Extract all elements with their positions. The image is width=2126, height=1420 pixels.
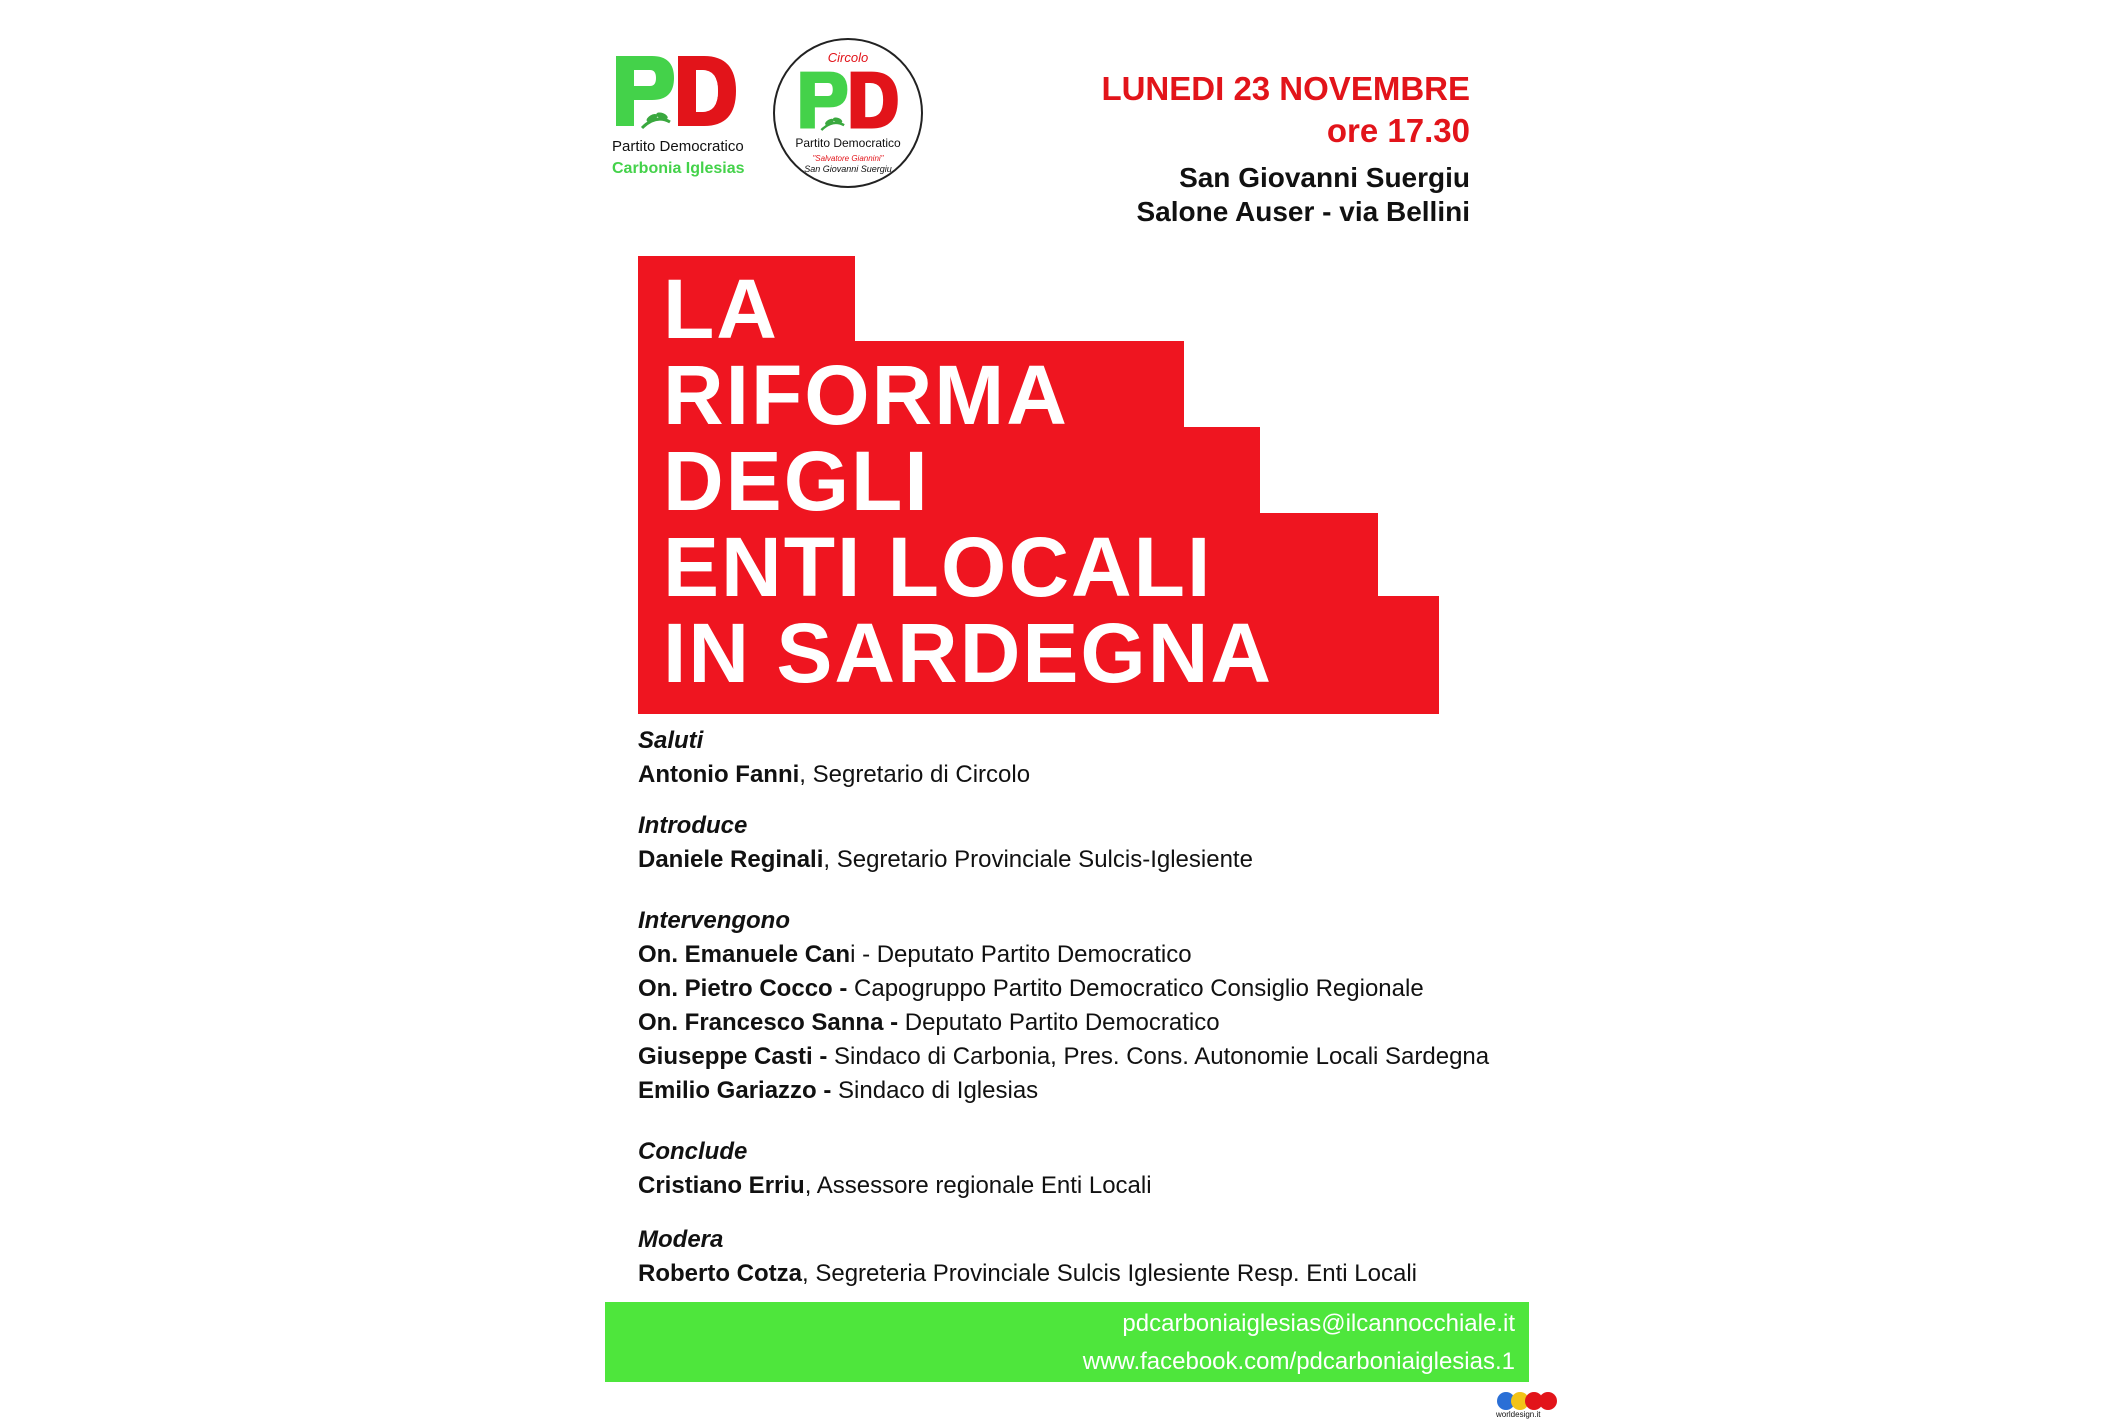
intervengono-heading: Intervengono [638, 907, 791, 934]
title-line: DEGLI [663, 434, 930, 528]
pd-logo-icon [797, 68, 901, 132]
modera-heading: Modera [638, 1226, 724, 1253]
circolo-label: Circolo [827, 50, 869, 65]
event-title [663, 262, 1274, 700]
logo2-party-name: Partito Democratico [795, 136, 901, 150]
event-time: ore 17.30 [1326, 112, 1470, 149]
conclude-speaker: Cristiano Erriu, Assessore regionale Enti Locali [638, 1172, 1152, 1199]
credit-text: worldesign.it [1496, 1410, 1541, 1419]
circolo-san-giovanni-logo [773, 38, 923, 188]
saluti-heading: Saluti [638, 727, 704, 754]
logo-party-name: Partito Democratico [612, 138, 744, 155]
speaker-row: On. Francesco Sanna - Deputato Partito Democratico [638, 1009, 1220, 1036]
conclude-heading: Conclude [638, 1138, 748, 1165]
facebook-link: www.facebook.com/pdcarboniaiglesias.1 [1082, 1348, 1515, 1375]
title-line: IN SARDEGNA [663, 606, 1274, 700]
introduce-speaker: Daniele Reginali, Segretario Provinciale Sulcis-Iglesiente [638, 846, 1253, 873]
event-venue: Salone Auser - via Bellini [1136, 196, 1470, 227]
event-place: San Giovanni Suergiu [1179, 162, 1470, 193]
worldesign-logo-icon [1494, 1390, 1564, 1412]
speaker-row: On. Pietro Cocco - Capogruppo Partito Democratico Consiglio Regionale [638, 975, 1424, 1002]
introduce-heading: Introduce [638, 812, 748, 839]
speaker-row: Emilio Gariazzo - Sindaco di Iglesias [638, 1077, 1039, 1104]
saluti-speaker: Antonio Fanni, Segretario di Circolo [638, 761, 1031, 788]
title-line: RIFORMA [663, 348, 1069, 442]
logo-region-name: Carbonia Iglesias [612, 160, 745, 177]
worldesign-credit [1494, 1390, 1564, 1420]
pd-carbonia-iglesias-logo [612, 52, 756, 182]
title-line: ENTI LOCALI [663, 520, 1213, 614]
title-line: LA [663, 262, 779, 356]
speaker-row: Giuseppe Casti - Sindaco di Carbonia, Pres. Cons. Autonomie Locali Sardegna [638, 1043, 1490, 1070]
logo2-dedication: "Salvatore Giannini" [812, 154, 884, 163]
modera-speaker: Roberto Cotza, Segreteria Provinciale Sulcis Iglesiente Resp. Enti Locali [638, 1260, 1417, 1287]
pd-logo-icon [612, 52, 740, 130]
logo2-town: San Giovanni Suergiu [804, 164, 892, 174]
contact-footer [605, 1302, 1529, 1382]
speaker-row: On. Emanuele Cani - Deputato Partito Democratico [638, 941, 1192, 968]
contact-email: pdcarboniaiglesias@ilcannocchiale.it [1122, 1310, 1515, 1337]
event-date: LUNEDI 23 NOVEMBRE [1101, 70, 1470, 107]
